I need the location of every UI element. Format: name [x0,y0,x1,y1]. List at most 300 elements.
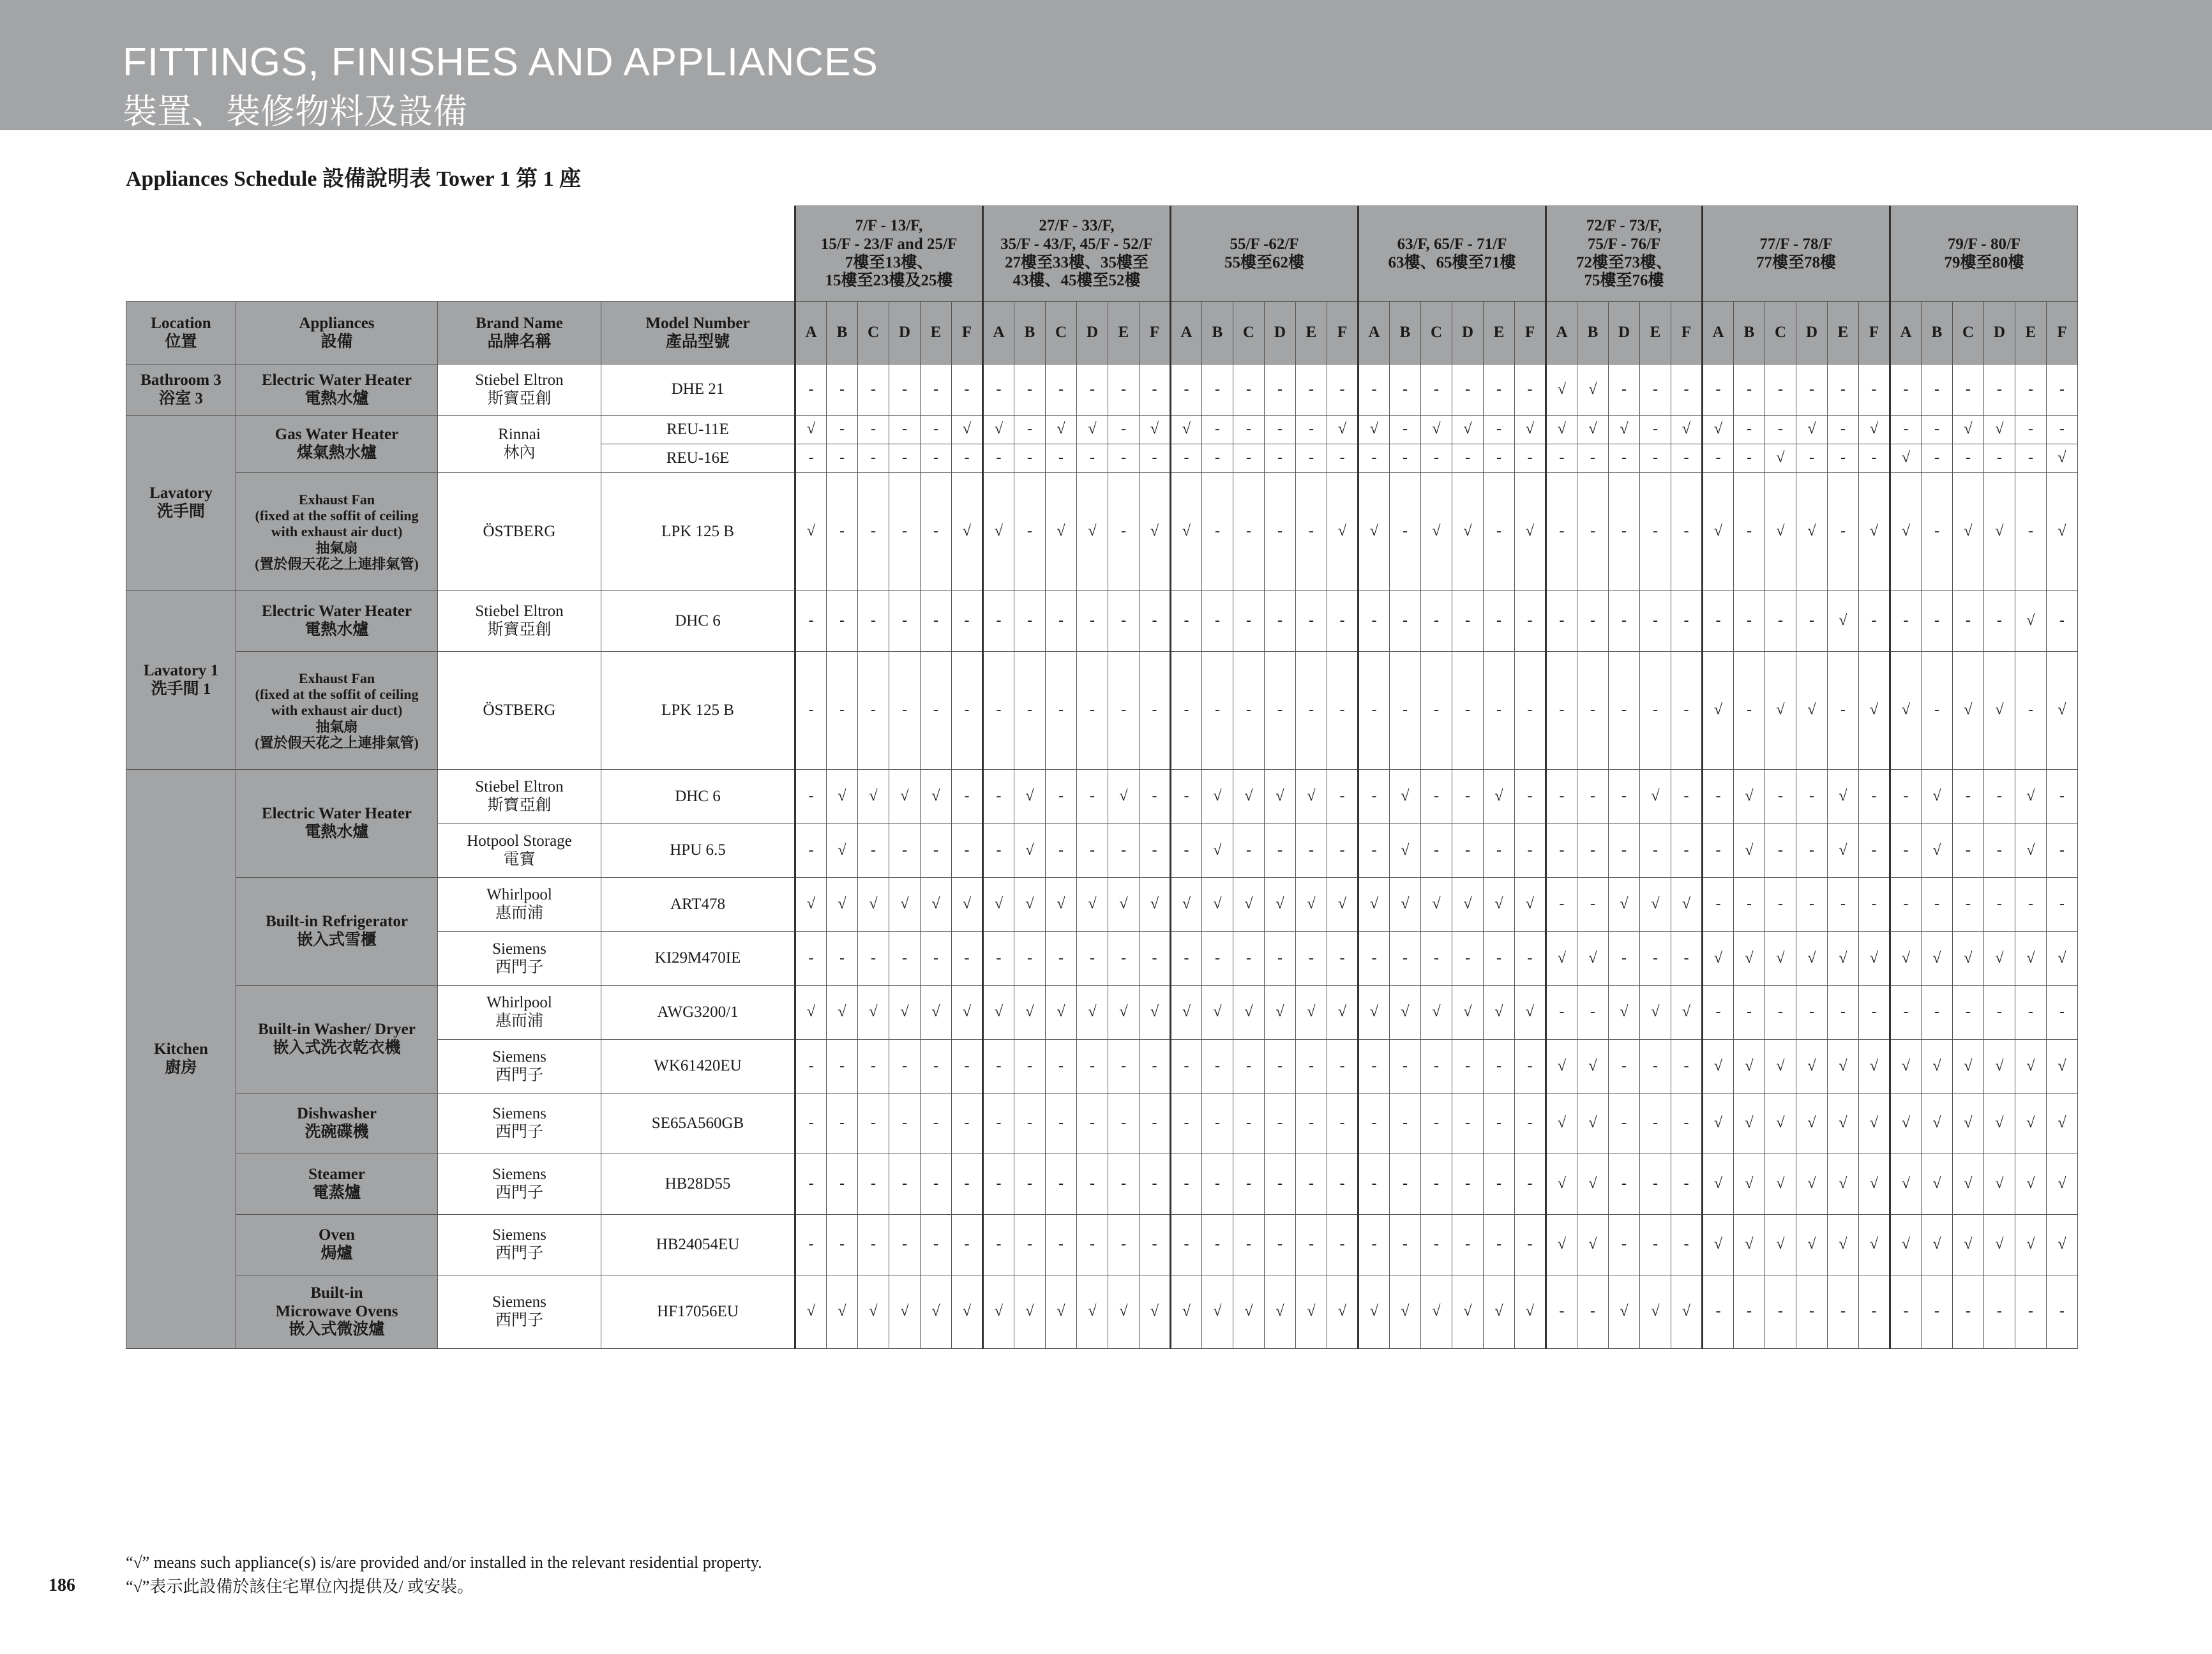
availability-mark: √ [952,878,983,932]
availability-mark: - [1014,652,1046,770]
availability-mark: √ [1202,878,1233,932]
cell-text-line: 西門子 [495,1066,543,1084]
availability-mark: - [1171,1154,1202,1215]
header-banner [0,0,2212,130]
cell-text-line: 79樓至80樓 [1944,253,2024,271]
availability-mark: - [1703,591,1734,652]
availability-mark: - [858,416,889,444]
availability-mark: - [2015,1275,2047,1349]
availability-mark: - [1484,416,1515,444]
unit-header: B [1390,302,1421,365]
availability-mark: √ [1390,770,1421,824]
availability-mark: - [1327,1040,1358,1094]
availability-mark: - [1327,1215,1358,1275]
cell-text-line: (置於假天花之上連排氣管) [255,734,419,751]
availability-mark: - [952,365,983,416]
availability-mark: - [1046,1094,1077,1154]
availability-mark: - [1202,365,1233,416]
availability-mark: - [921,1040,952,1094]
availability-mark: √ [795,986,827,1040]
availability-mark: √ [2015,770,2047,824]
availability-mark: - [1077,770,1108,824]
availability-mark: - [1703,365,1734,416]
availability-mark: - [1953,365,1984,416]
availability-mark: √ [921,986,952,1040]
availability-mark: - [2015,652,2047,770]
appliance-cell [236,416,438,473]
availability-mark: - [858,932,889,986]
availability-mark: √ [1046,473,1077,591]
availability-mark: √ [1171,986,1202,1040]
availability-mark: - [889,416,921,444]
availability-mark: √ [1984,473,2015,591]
availability-mark: - [921,591,952,652]
availability-mark: - [1640,1040,1671,1094]
availability-mark: √ [1546,1040,1577,1094]
availability-mark: - [1296,473,1327,591]
availability-mark: - [952,1215,983,1275]
availability-mark: √ [1953,652,1984,770]
availability-mark: - [1546,878,1577,932]
cell-text-line: Location [151,314,211,332]
availability-mark: - [1077,444,1108,473]
availability-mark: √ [1046,1275,1077,1349]
availability-mark: √ [1484,770,1515,824]
availability-mark: - [1452,365,1484,416]
availability-mark: - [1609,444,1640,473]
brand-cell [438,473,601,591]
availability-mark: - [2047,986,2078,1040]
availability-mark: - [1358,824,1390,878]
model-cell: HB24054EU [601,1215,795,1275]
availability-mark: - [1421,1040,1452,1094]
availability-mark: - [1108,473,1140,591]
availability-mark: √ [1140,878,1171,932]
page-number: 186 [49,1575,75,1595]
availability-mark: - [1421,1215,1452,1275]
availability-mark: - [1890,416,1922,444]
availability-mark: √ [1546,416,1577,444]
availability-mark: √ [1828,932,1859,986]
availability-mark: - [2015,444,2047,473]
availability-mark: - [1296,652,1327,770]
availability-mark: √ [1140,416,1171,444]
availability-mark: √ [1140,473,1171,591]
availability-mark: - [1233,416,1265,444]
cell-text-line: Microwave Ovens [275,1302,398,1320]
cell-text-line: with exhaust air duct) [271,702,403,719]
availability-mark: - [795,652,827,770]
availability-mark: - [1577,878,1609,932]
availability-mark: √ [1984,416,2015,444]
availability-mark: - [921,932,952,986]
availability-mark: √ [1484,986,1515,1040]
availability-mark: - [1421,824,1452,878]
availability-mark: - [921,416,952,444]
availability-mark: - [921,1215,952,1275]
availability-mark: √ [1358,416,1390,444]
availability-mark: - [1640,652,1671,770]
availability-mark: - [1046,1040,1077,1094]
availability-mark: √ [1890,1215,1922,1275]
availability-mark: - [795,1154,827,1215]
availability-mark: √ [952,986,983,1040]
availability-mark: √ [1984,652,2015,770]
availability-mark: - [1890,878,1922,932]
cell-text-line: 斯寶亞創 [487,621,552,638]
availability-mark: - [1140,1215,1171,1275]
availability-mark: √ [921,878,952,932]
availability-mark: - [1546,770,1577,824]
availability-mark: √ [1859,932,1890,986]
table-row [126,365,2078,416]
availability-mark: - [1577,591,1609,652]
appliance-cell [236,473,438,591]
availability-mark: - [1171,824,1202,878]
model-cell: ART478 [601,878,795,932]
availability-mark: - [1609,1154,1640,1215]
availability-mark: - [1452,444,1484,473]
availability-mark: - [1140,1040,1171,1094]
availability-mark: - [1390,473,1421,591]
cell-text-line: 嵌入式洗衣乾衣機 [273,1039,401,1056]
availability-mark: √ [1233,986,1265,1040]
availability-mark: √ [1828,824,1859,878]
table-row [126,1154,2078,1215]
availability-mark: √ [1796,932,1828,986]
availability-mark: - [1828,986,1859,1040]
availability-mark: - [1140,444,1171,473]
availability-mark: - [1390,1215,1421,1275]
cell-text-line: 79/F - 80/F [1947,235,2021,253]
availability-mark: - [983,1094,1014,1154]
model-cell: KI29M470IE [601,932,795,986]
floor-group-header [1546,206,1703,302]
appliance-cell [236,878,438,986]
availability-mark: - [1140,591,1171,652]
availability-mark: - [1640,591,1671,652]
availability-mark: - [1390,652,1421,770]
availability-mark: - [1671,1215,1703,1275]
availability-mark: √ [1859,416,1890,444]
availability-mark: - [1515,591,1546,652]
availability-mark: √ [1014,824,1046,878]
availability-mark: - [1953,824,1984,878]
location-cell [126,365,236,416]
availability-mark: - [1014,444,1046,473]
availability-mark: - [1765,824,1796,878]
availability-mark: √ [1327,473,1358,591]
table-row [126,1275,2078,1349]
cell-text-line: Gas Water Heater [275,425,399,443]
availability-mark: - [952,652,983,770]
availability-mark: - [1984,824,2015,878]
availability-mark: √ [1077,878,1108,932]
unit-header: F [1859,302,1890,365]
availability-mark: √ [2015,1215,2047,1275]
availability-mark: - [1046,652,1077,770]
availability-mark: √ [827,986,858,1040]
availability-mark: - [827,1215,858,1275]
brand-cell [438,770,601,824]
availability-mark: - [1421,1154,1452,1215]
availability-mark: - [952,444,983,473]
cell-text-line: 位置 [165,333,197,350]
availability-mark: - [1765,416,1796,444]
availability-mark: - [1609,473,1640,591]
availability-mark: √ [1202,824,1233,878]
availability-mark: - [889,1040,921,1094]
availability-mark: - [1265,416,1296,444]
availability-mark: √ [1327,1275,1358,1349]
model-cell: SE65A560GB [601,1094,795,1154]
cell-text-line: 43樓、45樓至52樓 [1012,272,1141,290]
appliance-cell [236,365,438,416]
availability-mark: - [827,444,858,473]
brand-cell [438,591,601,652]
availability-mark: - [1609,932,1640,986]
availability-mark: √ [1796,1094,1828,1154]
availability-mark: - [795,444,827,473]
availability-mark: √ [858,986,889,1040]
availability-mark: - [1233,1154,1265,1215]
availability-mark: - [1327,1094,1358,1154]
availability-mark: √ [1734,1215,1765,1275]
availability-mark: - [1265,1040,1296,1094]
availability-mark: - [1265,591,1296,652]
unit-header: F [1140,302,1171,365]
availability-mark: √ [1734,824,1765,878]
availability-mark: √ [1890,1154,1922,1215]
availability-mark: - [1171,444,1202,473]
brand-cell [438,932,601,986]
availability-mark: - [1452,591,1484,652]
unit-header: B [1922,302,1953,365]
availability-mark: √ [1390,1275,1421,1349]
availability-mark: - [921,444,952,473]
appliance-cell [236,652,438,770]
cell-text-line: 電寶 [503,850,536,868]
availability-mark: - [1296,932,1327,986]
availability-mark: - [1452,652,1484,770]
availability-mark: - [1984,878,2015,932]
cell-text-line: 煤氣熱水爐 [296,444,377,462]
availability-mark: - [1077,1215,1108,1275]
availability-mark: √ [1108,986,1140,1040]
availability-mark: - [1327,652,1358,770]
availability-mark: √ [889,986,921,1040]
availability-mark: √ [1640,878,1671,932]
availability-mark: - [1609,1215,1640,1275]
availability-mark: √ [1890,444,1922,473]
availability-mark: - [1014,1094,1046,1154]
model-cell: AWG3200/1 [601,986,795,1040]
availability-mark: √ [1922,932,1953,986]
availability-mark: √ [1703,416,1734,444]
cell-text-line: 電蒸爐 [312,1184,361,1201]
unit-header: D [1984,302,2015,365]
availability-mark: - [1640,1094,1671,1154]
availability-mark: - [1296,365,1327,416]
availability-mark: √ [952,1275,983,1349]
cell-text-line: 75/F - 76/F [1587,235,1661,253]
availability-mark: √ [1515,473,1546,591]
availability-mark: - [1484,824,1515,878]
availability-mark: √ [1640,1275,1671,1349]
availability-mark: √ [1671,878,1703,932]
availability-mark: - [1014,1040,1046,1094]
floor-group-header [1703,206,1890,302]
availability-mark: - [1390,365,1421,416]
cell-text-line: 7/F - 13/F, [855,217,923,234]
availability-mark: - [795,770,827,824]
availability-mark: √ [1765,1154,1796,1215]
availability-mark: √ [1734,1040,1765,1094]
cell-text-line: 抽氣扇 [315,539,358,556]
availability-mark: √ [1421,473,1452,591]
availability-mark: √ [1703,1215,1734,1275]
availability-mark: √ [1171,878,1202,932]
availability-mark: - [2047,770,2078,824]
availability-mark: √ [1452,986,1484,1040]
cell-text-line: Rinnai [498,425,541,443]
cell-text-line: (fixed at the soffit of ceiling [255,686,419,703]
unit-header: F [1327,302,1358,365]
availability-mark: - [1171,1215,1202,1275]
availability-mark: - [1171,932,1202,986]
availability-mark: - [1859,878,1890,932]
availability-mark: - [1327,770,1358,824]
availability-mark: √ [1765,1094,1796,1154]
availability-mark: - [1890,365,1922,416]
availability-mark: - [1515,365,1546,416]
availability-mark: - [1108,1154,1140,1215]
availability-mark: - [1703,770,1734,824]
availability-mark: - [1171,652,1202,770]
availability-mark: - [921,473,952,591]
availability-mark: - [1515,770,1546,824]
page-title-en: FITTINGS, FINISHES AND APPLIANCES [123,40,878,84]
availability-mark: √ [1327,986,1358,1040]
availability-mark: - [1890,591,1922,652]
availability-mark: - [1671,1154,1703,1215]
availability-mark: √ [1671,416,1703,444]
availability-mark: - [1296,444,1327,473]
availability-mark: - [1546,652,1577,770]
availability-mark: √ [795,416,827,444]
availability-mark: - [983,652,1014,770]
table-row [126,416,2078,444]
availability-mark: √ [1358,473,1390,591]
availability-mark: - [952,591,983,652]
availability-mark: - [1296,824,1327,878]
availability-mark: - [1202,473,1233,591]
availability-mark: - [827,932,858,986]
availability-mark: - [1796,770,1828,824]
availability-mark: √ [1828,591,1859,652]
cell-text-line: 63樓、65樓至71樓 [1388,253,1516,271]
availability-mark: - [889,365,921,416]
cell-text-line: 電熱水爐 [305,621,369,638]
availability-mark: - [889,932,921,986]
availability-mark: √ [1734,770,1765,824]
availability-mark: - [1671,652,1703,770]
availability-mark: - [1640,824,1671,878]
availability-mark: √ [827,770,858,824]
availability-mark: - [1452,1215,1484,1275]
availability-mark: - [858,444,889,473]
availability-mark: √ [1327,416,1358,444]
availability-mark: √ [1890,652,1922,770]
appliance-cell [236,1275,438,1349]
availability-mark: - [1671,824,1703,878]
availability-mark: - [1577,770,1609,824]
cell-text-line: 惠而浦 [495,1012,543,1030]
availability-mark: - [1984,986,2015,1040]
availability-mark: - [1421,591,1452,652]
availability-mark: - [858,473,889,591]
availability-mark: √ [1046,878,1077,932]
availability-mark: - [1484,1154,1515,1215]
table-row [126,986,2078,1040]
availability-mark: √ [1202,770,1233,824]
availability-mark: - [1546,1275,1577,1349]
unit-header: C [858,302,889,365]
availability-mark: √ [795,1275,827,1349]
availability-mark: - [1233,824,1265,878]
availability-mark: - [1890,770,1922,824]
availability-mark: √ [2047,444,2078,473]
availability-mark: - [983,770,1014,824]
availability-mark: - [1796,444,1828,473]
availability-mark: √ [1515,416,1546,444]
availability-mark: - [1140,1094,1171,1154]
availability-mark: - [1734,473,1765,591]
cell-text-line: 7樓至13樓、 [845,253,933,271]
availability-mark: √ [1233,1275,1265,1349]
availability-mark: - [1296,591,1327,652]
availability-mark: - [1046,365,1077,416]
availability-mark: - [858,1215,889,1275]
availability-mark: √ [795,878,827,932]
availability-mark: √ [1452,1275,1484,1349]
availability-mark: - [1358,1154,1390,1215]
availability-mark: - [1046,824,1077,878]
availability-mark: - [1077,1040,1108,1094]
availability-mark: - [1421,444,1452,473]
availability-mark: √ [1796,652,1828,770]
availability-mark: √ [1796,1040,1828,1094]
availability-mark: √ [1890,1094,1922,1154]
availability-mark: - [1171,365,1202,416]
availability-mark: √ [1984,1154,2015,1215]
availability-mark: - [2015,365,2047,416]
availability-mark: - [921,1154,952,1215]
availability-mark: √ [921,770,952,824]
availability-mark: - [1327,365,1358,416]
unit-header: A [1890,302,1922,365]
availability-mark: √ [1703,1094,1734,1154]
unit-header: A [1171,302,1202,365]
availability-mark: - [1828,365,1859,416]
availability-mark: - [795,591,827,652]
table-row [126,770,2078,824]
unit-header: C [1046,302,1077,365]
availability-mark: - [1358,365,1390,416]
availability-mark: - [1390,932,1421,986]
availability-mark: - [1421,932,1452,986]
availability-mark: √ [1546,1094,1577,1154]
